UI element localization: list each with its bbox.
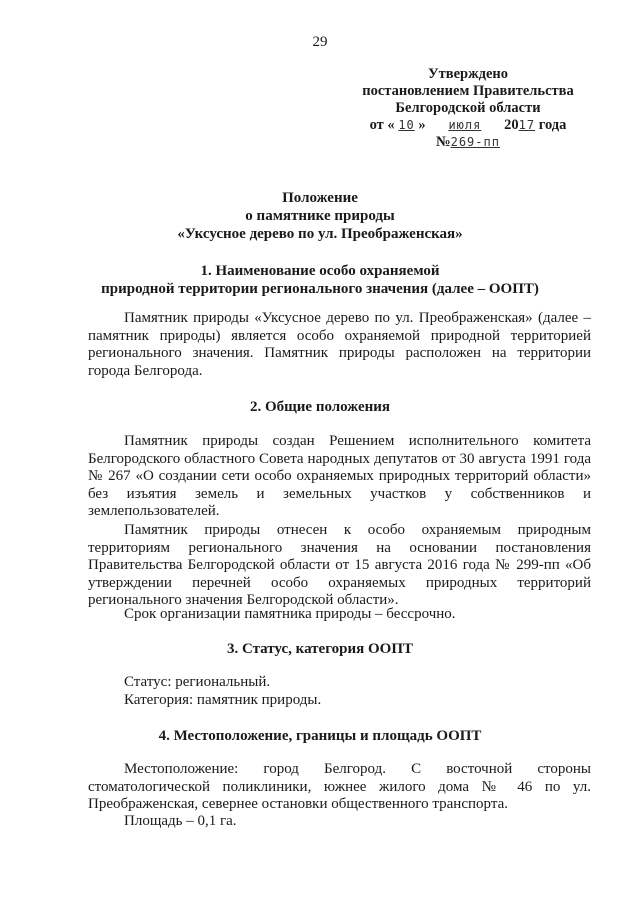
date-sep: » [418, 117, 426, 133]
status-line: Статус: региональный. [124, 674, 271, 690]
section-2-paragraph-3: Срок организации памятника природы – бессрочно. [124, 606, 456, 622]
approval-number [348, 134, 588, 151]
date-year-suffix: 17 [518, 118, 536, 132]
approval-date [348, 117, 588, 134]
approval-line-2: постановлением Правительства [362, 83, 574, 99]
date-year-prefix: 20 [504, 117, 519, 133]
date-month: июля [448, 118, 482, 132]
date-prefix: от « [369, 117, 395, 133]
section-2-paragraph-2: Памятник природы отнесен к особо охраняемым природным территориям регионального значения на основании постановления Правительства Белгородской области от 15 августа 2016 года № 299-пп «Об утверждении перечней особо охраняемых природных территорий регионального значения Белгородской области». [88, 522, 591, 609]
section-1-heading-line-1: 1. Наименование особо охраняемой [200, 263, 440, 279]
approval-block [348, 66, 588, 151]
section-1-paragraph: Памятник природы «Уксусное дерево по ул. Преображенская» (далее – памятник природы) является особо охраняемой природной территорией регионального значения. Памятник природы расположен на территории города Белгорода. [88, 310, 591, 379]
document-title [0, 189, 640, 243]
section-1-heading [0, 262, 640, 298]
title-line-2: о памятнике природы [245, 208, 395, 224]
section-4-area: Площадь – 0,1 га. [124, 813, 237, 829]
section-4-location: Местоположение: город Белгород. С восточной стороны стоматологической поликлиники, южнее жилого дома № 46 по ул. Преображенская, севернее остановки общественного транспорта. [88, 761, 591, 813]
section-3-heading: 3. Статус, категория ООПТ [226, 641, 413, 657]
date-suffix: года [538, 117, 567, 133]
section-4-heading: 4. Местоположение, границы и площадь ООПТ [158, 728, 482, 744]
date-day: 10 [398, 118, 415, 132]
title-line-1: Положение [282, 190, 358, 206]
approval-line-1: Утверждено [428, 66, 508, 82]
title-line-3: «Уксусное дерево по ул. Преображенская» [177, 226, 463, 242]
approval-line-3: Белгородской области [395, 100, 541, 116]
section-2-heading: 2. Общие положения [249, 399, 391, 415]
section-2-paragraph-1: Памятник природы создан Решением исполнительного комитета Белгородского областного Совета народных депутатов от 30 августа 1991 года № 267 «О создании сети особо охраняемых природных территорий области» без изъятия земель и земельных участков у собственников и землепользователей. [88, 433, 591, 520]
number-prefix: № [436, 134, 451, 150]
section-1-heading-line-2: природной территории регионального значения (далее – ООПТ) [101, 281, 539, 297]
category-line: Категория: памятник природы. [124, 692, 322, 708]
page-number: 29 [312, 34, 328, 50]
number-value: 269-пп [450, 135, 500, 149]
